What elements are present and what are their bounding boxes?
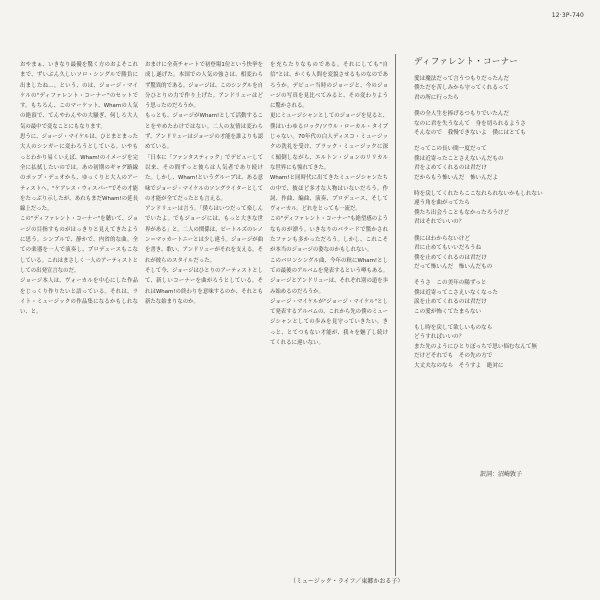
lyrics-stanza [414,75,584,103]
lyric-line: なのに君を失うなんて 身を切られるようさ [414,120,526,127]
lyric-line: どうすればいいの？ [414,334,465,341]
liner-notes-credit: （ミュージック・ライフ／東郷かおる子） [290,578,404,585]
lyric-line: この愛が怖くてたまらない [414,308,482,315]
lyrics-stanza [414,279,584,317]
lyric-line: だけどそれでも その先の方で [414,353,493,360]
lyric-line: 違う角を曲がってたら [414,200,470,207]
paragraph: おまけに全英チャートで初登場1位という快挙を成し遂げた。本国での人気の強さは、相変わらず驚異的である。ジョージは、このシングルを自分ひとりの力で作り上げた。アンドリューはどう思ったのだろうか。 [145,62,263,110]
lyric-line: もし時を戻して欲しいものなら [414,324,493,331]
lyric-line: また先のようにひとりぼっちで思い悩むなんて無 [414,343,538,350]
paragraph: この"ディファレント・コーナー"を聴いて、ジョージの目指すものがはっきりと見えてきたように思う。シンプルで、静かで、内省的な曲。全ての楽器を一人で演奏し、プロデュースもこなしている。これはまさしく一人のアーティストとしての出発宣言なのだ。 [20,216,138,274]
lyric-line: 僕は近寄ったことさえないんだもの [414,155,504,162]
lyric-line: 涙を止めてくれるのは君だけ [414,299,487,306]
lyric-line: だってこの長い間一度だって [414,146,487,153]
paragraph: この"ディファレント・コーナー"も絶望感のようなものが漂う。いきなりのバラードで驚かされたファンも多かっただろう。しかし、これこそが本当のジョージの姿なのかもしれない。 [270,216,388,254]
lyric-line: 大丈夫なのなら そうすよ 絶対に [414,362,504,369]
lyric-line: だって怖いんだ 怖いんだもの [414,263,493,270]
lyrics-stanza [414,235,584,273]
column-divider [395,54,396,576]
lyrics-title: ディファレント・コーナー [414,56,519,66]
lyric-line: 君をよめてくれるのは君だけ [414,165,487,172]
lyrics-stanza [414,190,584,228]
lyric-line: 僕たち出会うこともなかったろうけど [414,209,510,216]
lyric-line: そんなので 我慢できないよ 僕にはとても [414,130,526,137]
paragraph: ジョージ・マイケルが"ジョージ・マイケル"として発表するアルバムの、これから先の僕のミュージシャンとしての歩みを見守っていきたい。きっと、とてつもない才能が、我々を魅了し続けてくれるに違いない。 [270,298,388,347]
lyric-line: 僕の全人生を捧げるつもりでいたんだ [414,111,510,118]
lyric-line: 僕を止めてくれるのは君だけ [414,254,487,261]
catalog-number: 12·3P-740 [551,12,584,19]
paragraph: 「日本に「ファンタスティック」でデビューして以来、その間ずっと彼らは人気者であり続けた。しかし、Wham!というグループは、ある意味でジョージ・マイケルのソングライターとしての才能が全てだったとも言える。 [145,154,263,202]
lyric-line: 時を戻してくれたらここなれられないかもしれない [414,191,543,198]
paragraph: このバロンシングル曲、今年の秋にWham!としての最後のアルバムを発表するという噂もある。ジョージとアンドリューは、それぞれ別の道を歩み始めるのだろうか。 [270,257,388,295]
liner-notes-column-2 [145,60,263,550]
lyric-line: 愛は魔法だって言うつもりだったんだ [414,76,510,82]
liner-notes-column-3 [270,60,388,580]
lyric-line: 僕ただを苦しみから守ってくれるって [414,85,510,92]
lyrics-stanza [414,324,584,371]
paragraph: ジョージ本人は、ヴォーカルを中心にした作品をじっくり作りたいと語っている。それは、ライト・ミュージックの作品集になるかもしれない、と。 [20,278,138,316]
paragraph: そして今、ジョージはひとりのアーティストとして、新しいコーナーを曲がろうとしている。それはWham!の終わりを意味するのか、それとも新たな始まりなのか。 [145,267,263,305]
paragraph: アンドリューは言う。「僕らはいつだって楽しんでいたよ。でもジョージには、もっと大きな世界がある」と。二人の関係は、ビートルズのレノン＝マッカートニーとは少し違う。ジョージが曲を書き、歌い、アンドリューがそれを支える。それが彼らのスタイルだった。 [145,206,263,264]
lyric-line: 君はそれでいいの？ [414,219,465,226]
paragraph: もっとも、ジョージがWham!として活動することをやめたわけではない。二人の友情は変わらず、アンドリューはジョージの才能を誰よりも認めている。 [145,113,263,151]
lyrics-stanza [414,110,584,138]
lyrics-section [414,55,584,378]
translator-credit: 訳詞：沼崎敦子 [480,471,523,478]
paragraph: 更にミュージシャンとしてのジョージを見ると、僕はいわゆるロック/ソウル・ローカル・タイプじゃない。70年代の白人ディスコ・ミュージックの洗礼を受け、ブラック・ミュージックに深く傾倒しながら、エルトン・ジョンのリリカルな世界にも憧れてきた。 [270,113,388,171]
paragraph: を充ちたりなものである。それにしても"自信"とは、かくも人間を変貌させるものなのであろうか。デビュー当時のジョージと、今のジョージの写真を見比べてみると、その変わりように驚かされる。 [270,62,388,110]
lyric-line: 僕は近寄ってこさえいなくなった [414,289,498,296]
paragraph: 思うに、ジョージ・マイケルは、ひとまとまった大人のシンガーに変わろうとしている。いやもっとわかり易くいえば、Wham!のイメージを完全に払拭したいのでは。あの初期のギャグ路線のポップ・デュオから、ゆっくりと大人のアーティストへ。"ケアレス・ウィスパー"でその才能をたっぷり示したが、あれもまだWham!の延長線上だった。 [20,134,138,213]
lyric-line: だからもう怖いんだ 怖いんだよ [414,174,498,181]
lyric-line: 僕にはわからないけど [414,235,470,242]
paragraph: Wham!と同時代に出てきたミュージシャンたちの中で、彼ほど多才な人物はいないだろう。作詞、作曲、編曲、演奏、プロデュース、そしてヴォーカル。どれをとっても一流だ。 [270,175,388,213]
lyrics-stanza [414,145,584,183]
liner-notes-column-1 [20,60,138,580]
paragraph: おやまぁ、いきなり最優を驚く方のおよそこれまで、ずいぶん久しいソロ・シングルで勝負に出ましたね…。という、のは、ジョージ・マイケルの"ディファレント・コーナー"のセットです。もちろん、このマーケット、Whamの人気の絶頂で、てんやわんやの大騒ぎ、何しろ大人気の最中で変なことにもなります。 [20,62,138,130]
lyric-line: 君の所に行ったら [414,94,459,101]
lyric-line: そうさ この美年の陽ずっと [414,280,487,287]
lyric-line: 君に止めてもいいだろうね [414,245,482,252]
